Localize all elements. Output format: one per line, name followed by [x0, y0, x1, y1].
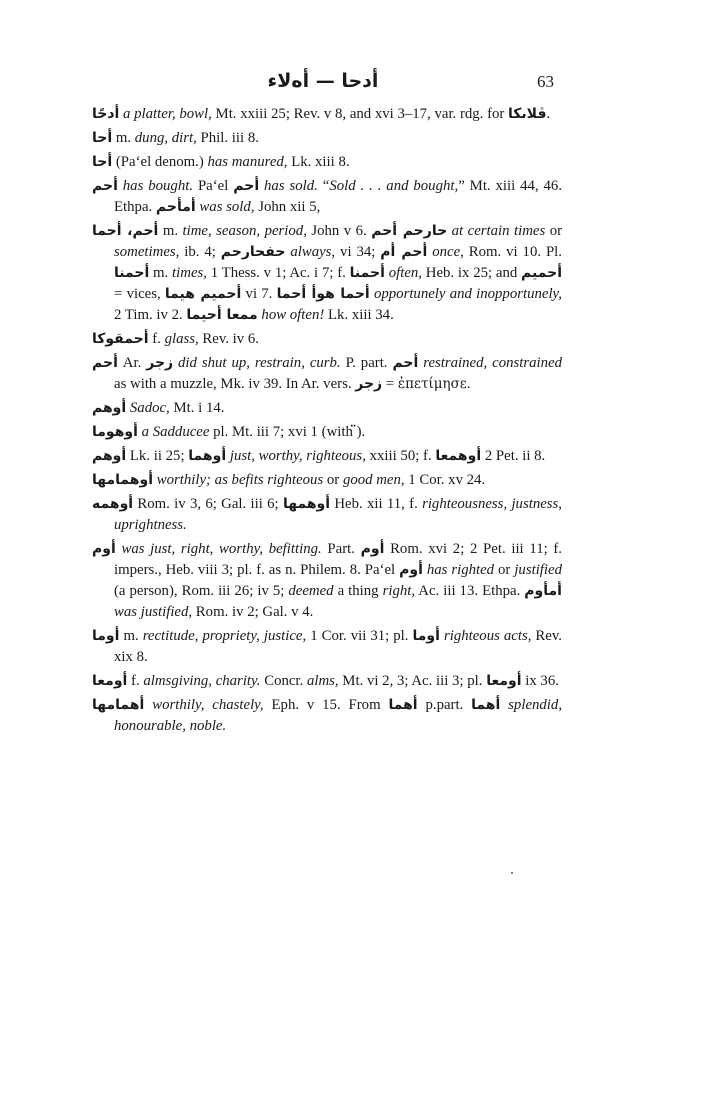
entry-gloss: has sold. — [264, 178, 318, 194]
entry-text: m. — [158, 223, 183, 239]
entry-gloss: once, — [432, 244, 464, 260]
entry-gloss: has righted — [426, 562, 495, 578]
entry-gloss: at certain times — [451, 223, 546, 239]
syriac-form: أوهما — [188, 448, 227, 464]
entry-gloss: alms, — [306, 673, 339, 689]
entry-gloss: deemed — [288, 583, 334, 599]
entry-gloss: Sold . . . and bought, — [329, 178, 459, 194]
entry-text: f. — [148, 331, 165, 347]
entry-text: Mt. vi 2, 3; Ac. iii 3; pl. — [338, 673, 487, 689]
entry-gloss: justified — [514, 562, 562, 578]
entry-text: vi 34; — [335, 244, 381, 260]
entry-text: P. part. — [340, 355, 393, 371]
dictionary-entry — [92, 539, 562, 623]
entry-headword: أحم — [92, 178, 118, 194]
entry-text: m. — [149, 265, 173, 281]
entry-gloss: dung, dirt, — [134, 130, 197, 146]
syriac-form: أمأحم — [155, 199, 196, 215]
dictionary-entry — [92, 104, 562, 125]
dictionary-entry — [92, 671, 562, 692]
entry-text: or — [545, 223, 563, 239]
entry-text: a thing — [333, 583, 383, 599]
syriac-form: أحم — [233, 178, 260, 194]
dictionary-entry — [92, 221, 562, 326]
syriac-form: أهما — [388, 697, 418, 713]
entry-gloss: restrained, constrained — [423, 355, 563, 371]
entry-text: or — [494, 562, 515, 578]
print-speck — [511, 872, 513, 874]
entry-gloss: times, — [172, 265, 207, 281]
entry-text: 2 Tim. iv 2. — [114, 307, 187, 323]
entry-headword: أحا — [92, 154, 113, 170]
entry-text: Lk. xiii 34. — [324, 307, 394, 323]
entry-text: Rev. iv 6. — [198, 331, 259, 347]
dictionary-entry — [92, 353, 562, 395]
entry-text: Mt. i 14. — [169, 400, 225, 416]
entry-gloss: righteousness, justness, uprightness. — [114, 496, 562, 533]
syriac-form: أوما — [412, 628, 440, 644]
entry-text: ). — [356, 424, 366, 440]
entry-text: Eph. v 15. From — [263, 697, 389, 713]
entry-text: m. — [119, 628, 143, 644]
syriac-form: زجر — [146, 355, 174, 371]
syriac-form: أحميم هيما — [164, 286, 242, 302]
entry-gloss: splendid, honourable, noble. — [114, 697, 563, 734]
entry-text: 2 Pet. ii 8. — [481, 448, 546, 464]
entry-text: p.part. — [417, 697, 472, 713]
entry-headword: أحمقوكا — [92, 331, 149, 347]
entry-gloss: always, — [290, 244, 336, 260]
entry-text — [500, 697, 508, 713]
entry-text: “ — [317, 178, 330, 194]
entry-headword: أوهمامها — [92, 472, 154, 488]
entry-text: ix 36. — [521, 673, 559, 689]
entry-headword: أوهوما — [92, 424, 138, 440]
entry-gloss: Sadoc, — [129, 400, 170, 416]
dictionary-entry — [92, 329, 562, 350]
entry-text: = — [382, 376, 398, 392]
entry-headword: أوهمه — [92, 496, 134, 512]
syriac-form: أحم — [392, 355, 419, 371]
entry-text: Concr. — [260, 673, 307, 689]
entry-text: = vices, — [114, 286, 165, 302]
entry-text: John v 6. — [306, 223, 372, 239]
syriac-form: أوهمها — [282, 496, 331, 512]
entry-gloss: often, — [388, 265, 422, 281]
entry-text: or — [323, 472, 343, 488]
entry-text: . — [466, 376, 471, 392]
syriac-form: أحميم — [521, 265, 563, 281]
entry-gloss: just, worthy, righteous, — [229, 448, 366, 464]
dictionary-entry — [92, 176, 562, 218]
page-number: 63 — [537, 72, 554, 91]
entry-text: Heb. xii 11, f. — [330, 496, 423, 512]
entry-text: Rom. vi 10. Pl. — [463, 244, 562, 260]
entry-gloss: sometimes, — [114, 244, 180, 260]
entry-text: Phil. iii 8. — [196, 130, 259, 146]
syriac-form: زجر — [355, 376, 383, 392]
syriac-form: ممعا أحيما — [186, 307, 258, 323]
entry-gloss: opportunely and inopportunely, — [373, 286, 563, 302]
entry-gloss: worthily; as befits righteous — [156, 472, 324, 488]
entry-gloss: did shut up, restrain, curb. — [178, 355, 341, 371]
entry-headword: أحا — [92, 130, 113, 146]
syriac-form: ڤلاىكا — [508, 106, 547, 122]
entry-text: . — [546, 106, 551, 122]
entry-text: 1 Cor. xv 24. — [404, 472, 486, 488]
syriac-form: أمأوم — [524, 583, 562, 599]
entry-headword: أوهم — [92, 448, 127, 464]
dictionary-entry — [92, 398, 562, 419]
entry-text: Heb. ix 25; and — [422, 265, 522, 281]
entry-headword: أحم — [92, 355, 118, 371]
entry-gloss: was justified, — [114, 604, 193, 620]
entry-gloss: worthily, chastely, — [152, 697, 264, 713]
entry-text: Mt. xxiii 25; Rev. v 8, and xvi 3–17, var. rdg. for — [211, 106, 509, 122]
dictionary-entry — [92, 494, 562, 536]
entry-text: ” Mt. xiii 44, 46. Ethpa. — [114, 178, 563, 215]
entry-text: f. — [127, 673, 144, 689]
entry-headword: أهمامها — [92, 697, 145, 713]
entry-gloss: was sold, — [199, 199, 255, 215]
entry-headword: أدحًا — [92, 106, 120, 122]
entry-gloss: a platter, bowl, — [123, 106, 212, 122]
syriac-form: أوم — [399, 562, 423, 578]
dictionary-entry — [92, 152, 562, 173]
entry-headword: أوم — [92, 541, 116, 557]
entry-gloss: glass, — [164, 331, 199, 347]
entry-gloss: right, — [382, 583, 416, 599]
syriac-form: أحما هوأ أحما — [276, 286, 370, 302]
entry-text: as with a muzzle, Mk. iv 39. In Ar. vers. — [114, 376, 356, 392]
entry-text: (Pa‘el denom.) — [112, 154, 208, 170]
entry-text: John xii 5, — [254, 199, 321, 215]
entry-text: (a person), Rom. iii 26; iv 5; — [114, 583, 289, 599]
entry-text: Lk. xiii 8. — [287, 154, 350, 170]
syriac-form: أوم — [360, 541, 385, 557]
entry-gloss: a Sadducee — [141, 424, 210, 440]
entry-gloss: rectitude, propriety, justice, — [142, 628, 307, 644]
greek-form: ἐπετίμησε — [397, 376, 467, 392]
dictionary-entry — [92, 422, 562, 443]
syriac-form: حارحم أحم — [371, 223, 448, 239]
entry-gloss: was just, right, worthy, befitting. — [121, 541, 322, 557]
entry-headword: أومعا — [92, 673, 128, 689]
dictionary-entry — [92, 695, 562, 737]
entry-text: xxiii 50; f. — [365, 448, 436, 464]
dictionary-entries — [92, 104, 562, 740]
entry-text: Rom. iv 2; Gal. v 4. — [192, 604, 314, 620]
entry-headword: أحم، أحما — [92, 223, 159, 239]
entry-text: 1 Cor. vii 31; pl. — [306, 628, 413, 644]
page-header — [88, 68, 558, 98]
dictionary-entry — [92, 626, 562, 668]
entry-text: Lk. ii 25; — [126, 448, 189, 464]
entry-headword: أوما — [92, 628, 120, 644]
entry-text: Rom. iv 3, 6; Gal. iii 6; — [133, 496, 283, 512]
entry-text: m. — [112, 130, 135, 146]
entry-text: 1 Thess. v 1; Ac. i 7; f. — [206, 265, 350, 281]
entry-gloss: time, season, period, — [182, 223, 307, 239]
entry-text: Ar. — [117, 355, 147, 371]
running-head: أدحا — أه‌لاء — [267, 70, 379, 92]
syriac-form: أهما — [471, 697, 501, 713]
entry-text: vi 7. — [241, 286, 277, 302]
syriac-form: أحم أم — [380, 244, 428, 260]
syriac-form: أحمنا — [114, 265, 150, 281]
entry-text: Ac. iii 13. Ethpa. — [415, 583, 525, 599]
entry-headword: أوهم — [92, 400, 127, 416]
dictionary-entry — [92, 470, 562, 491]
entry-gloss: almsgiving, charity. — [143, 673, 261, 689]
entry-text: Part. — [321, 541, 361, 557]
entry-gloss: has bought. — [122, 178, 194, 194]
syriac-form: أوهمعا — [435, 448, 482, 464]
entry-text: Pa‘el — [193, 178, 234, 194]
entry-text: Rev. xix 8. — [114, 628, 562, 665]
entry-gloss: how often! — [261, 307, 325, 323]
dictionary-entry — [92, 446, 562, 467]
dictionary-entry — [92, 128, 562, 149]
syriac-form: حفحارحم — [220, 244, 286, 260]
entry-text: pl. Mt. iii 7; xvi 1 (with — [209, 424, 357, 440]
entry-gloss: has manured, — [207, 154, 288, 170]
entry-gloss: righteous acts, — [443, 628, 532, 644]
syriac-form: أومعا — [486, 673, 522, 689]
entry-gloss: good men, — [342, 472, 405, 488]
entry-text: Rom. xvi 2; 2 Pet. iii 11; f. impers., Heb. viii 3; pl. f. as n. Philem. 8. Pa‘el — [114, 541, 563, 578]
entry-text: ib. 4; — [179, 244, 221, 260]
syriac-form: أحمنا — [349, 265, 385, 281]
